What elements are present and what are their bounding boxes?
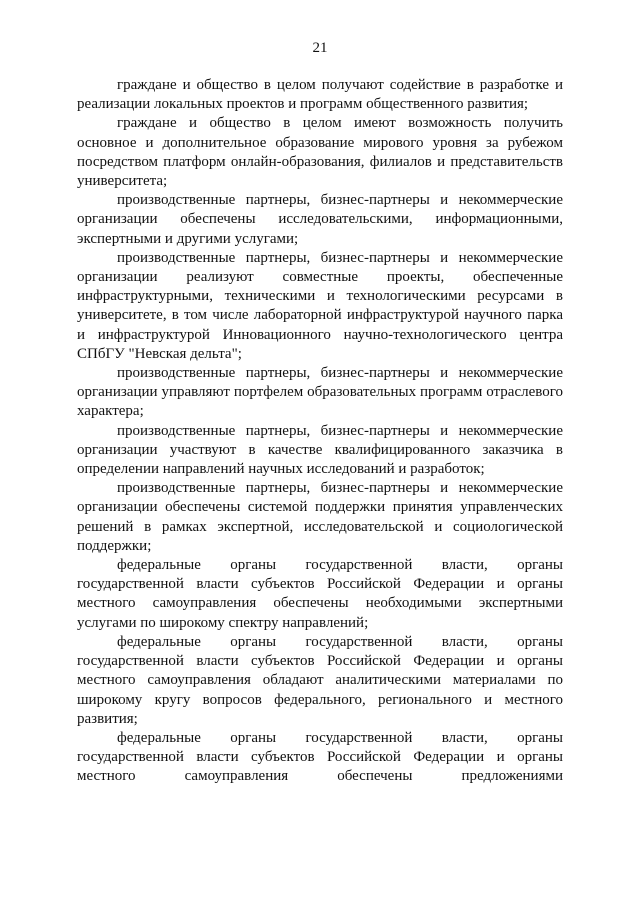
document-body	[77, 76, 563, 787]
paragraph: федеральные органы государственной власти, органы государственной власти субъектов Российской Федерации и органы местного самоуправления обеспечены необходимыми экспертными услугами по широкому спектру направлений;	[77, 557, 563, 631]
paragraph: граждане и общество в целом имеют возможность получить основное и дополнительное образование мирового уровня за рубежом посредством платформ онлайн-образования, филиалов и представительств университета;	[77, 115, 563, 190]
paragraph: федеральные органы государственной власти, органы государственной власти субъектов Российской Федерации и органы местного самоуправления обладают аналитическими материалами по широкому кругу вопросов федерального, регионального и местного развития;	[77, 633, 563, 727]
paragraph-continued: федеральные органы государственной власти, органы государственной власти субъектов Российской Федерации и органы местного самоуправления обеспечены предложениями	[77, 729, 563, 785]
paragraph: граждане и общество в целом получают содействие в разработке и реализации локальных проектов и программ общественного развития;	[77, 77, 563, 113]
paragraph: производственные партнеры, бизнес-партнеры и некоммерческие организации реализуют совместные проекты, обеспеченные инфраструктурными, техническими и технологическими ресурсами в университете, в том числе лабораторной инфраструктурой научного парка и инфраструктурой Инновационного научно-технологического центра СПбГУ "Невская дельта";	[77, 249, 563, 362]
page-number: 21	[312, 40, 328, 56]
paragraph: производственные партнеры, бизнес-партнеры и некоммерческие организации участвуют в качестве квалифицированного заказчика в определении направлений научных исследований и разработок;	[77, 422, 563, 478]
paragraph: производственные партнеры, бизнес-партнеры и некоммерческие организации обеспечены исследовательскими, информационными, экспертными и другими услугами;	[77, 192, 563, 247]
paragraph: производственные партнеры, бизнес-партнеры и некоммерческие организации обеспечены системой поддержки принятия управленческих решений в рамках экспертной, исследовательской и социологической поддержки;	[77, 480, 563, 554]
paragraph: производственные партнеры, бизнес-партнеры и некоммерческие организации управляют портфелем образовательных программ отраслевого характера;	[77, 365, 563, 420]
